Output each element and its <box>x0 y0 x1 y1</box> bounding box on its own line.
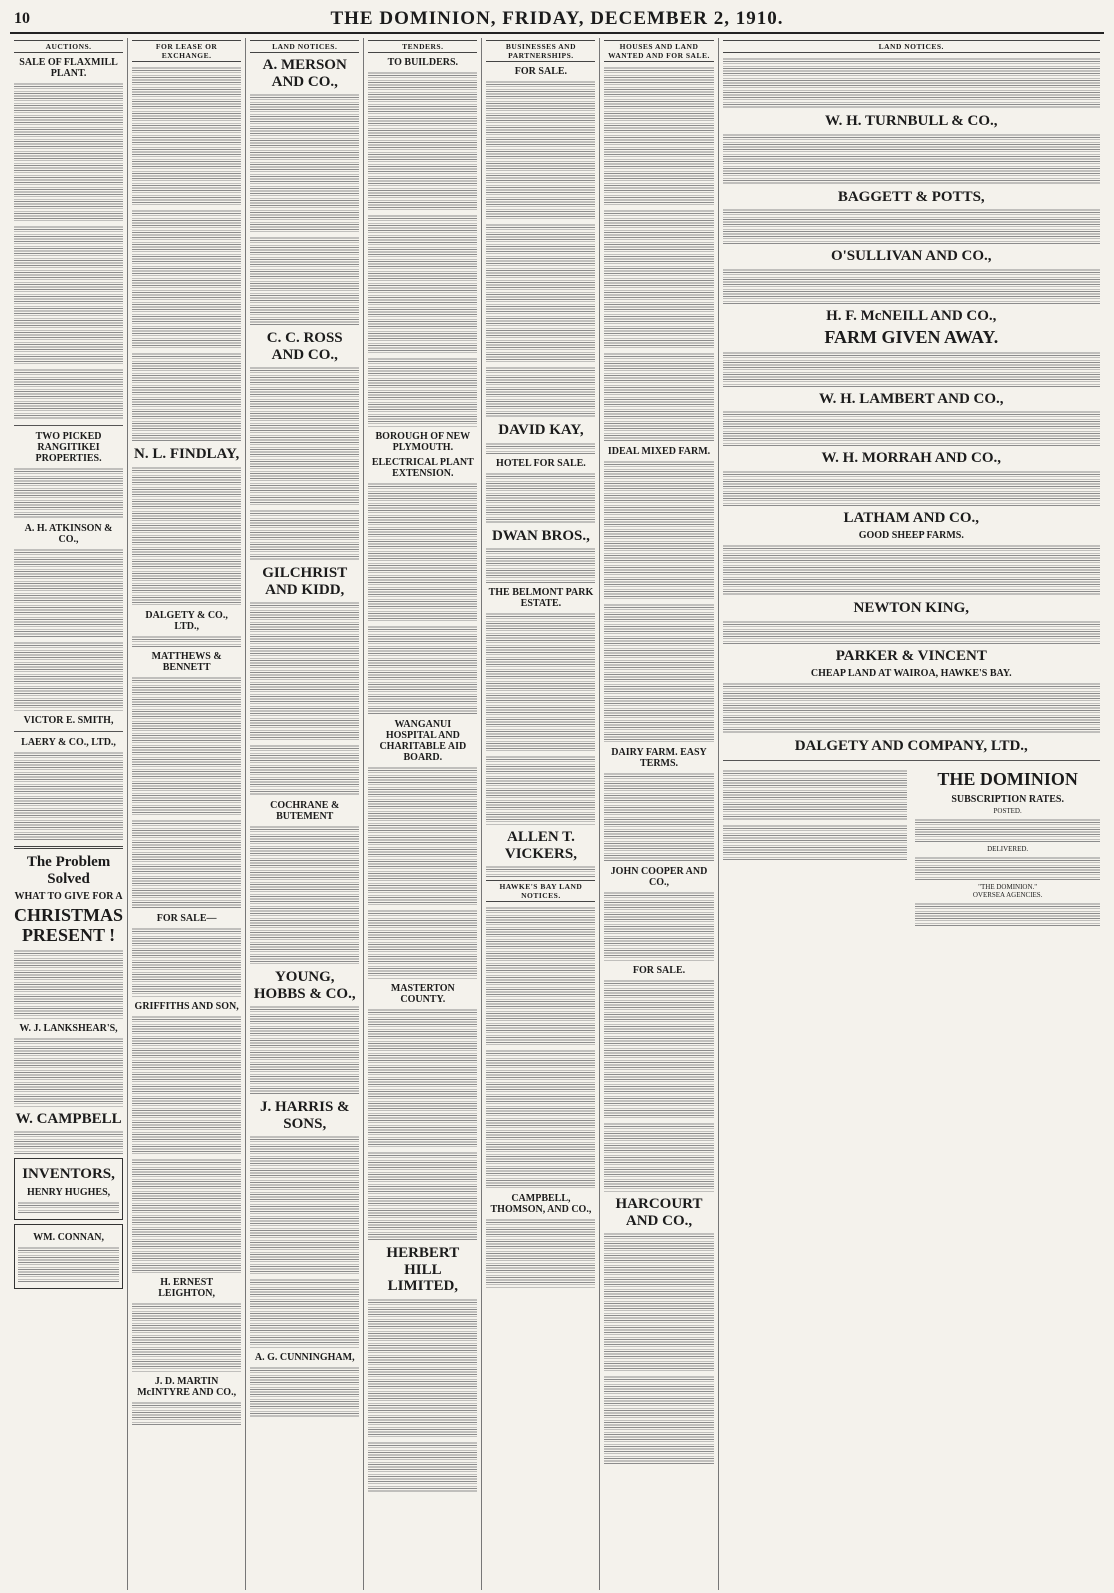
ad-text <box>132 209 241 349</box>
ad-text <box>915 856 1100 880</box>
ad-text <box>604 460 713 600</box>
section-header: LAND NOTICES. <box>250 40 359 53</box>
column-land-notices-right <box>719 38 1104 1590</box>
ad-text <box>723 133 1100 185</box>
ad-title: NEWTON KING, <box>853 600 970 617</box>
ad-text <box>604 891 713 961</box>
ad-text <box>14 1037 123 1107</box>
column-lease-exchange <box>128 38 246 1590</box>
ad-text <box>14 1130 123 1154</box>
ad-text <box>486 612 595 752</box>
ad-title: DALGETY AND COMPANY, LTD., <box>794 738 1028 755</box>
ad-text <box>250 1278 359 1348</box>
ad-title: LATHAM AND CO., <box>843 509 980 526</box>
ad-title: GOOD SHEEP FARMS. <box>858 530 964 542</box>
ad-title: W. H. MORRAH AND CO., <box>821 450 1001 467</box>
divider <box>14 731 123 732</box>
ad-text <box>250 601 359 741</box>
column-land-notices <box>246 38 364 1590</box>
ad-text <box>250 825 359 965</box>
masthead <box>10 8 1104 34</box>
ad-text <box>368 625 477 715</box>
ad-text <box>14 751 123 841</box>
ad-text <box>368 214 477 354</box>
ad-title: C. C. ROSS AND CO., <box>266 330 343 363</box>
newspaper-banner: THE DOMINION, FRIDAY, DECEMBER 2, 1910. <box>330 8 784 29</box>
ad-title: SUBSCRIPTION RATES. <box>951 793 1064 805</box>
ad-title: THE DOMINION <box>937 768 1078 789</box>
ad-title: HENRY HUGHES, <box>26 1186 111 1198</box>
ad-title: TO BUILDERS. <box>387 57 459 68</box>
ad-title: A. MERSON AND CO., <box>262 57 347 90</box>
columns <box>10 38 1104 1590</box>
ad-text <box>723 682 1100 734</box>
ad-text <box>915 818 1100 842</box>
divider <box>14 425 123 426</box>
ad-text <box>14 368 123 420</box>
ad-text <box>250 1366 359 1418</box>
ad-title: FOR SALE— <box>156 912 217 924</box>
ad-text <box>368 1151 477 1241</box>
ad-text <box>723 824 908 860</box>
ad-text <box>368 1298 477 1438</box>
ad-text <box>250 366 359 506</box>
ad-title: CAMPBELL, THOMSON, AND CO., <box>490 1193 592 1215</box>
ad-text <box>486 865 595 877</box>
ad-title: W. H. TURNBULL & CO., <box>825 113 998 129</box>
ad-text <box>132 66 241 206</box>
column-tenders <box>364 38 482 1590</box>
ad-title: FOR SALE. <box>514 66 568 77</box>
ad-text <box>250 744 359 796</box>
bottom-split <box>723 766 1100 929</box>
ad-title: W. H. LAMBERT AND CO., <box>819 390 1004 407</box>
ad-text <box>132 352 241 442</box>
ad-title: LAERY & CO., LTD., <box>21 737 116 748</box>
section-header: FOR LEASE OR EXCHANGE. <box>132 40 241 62</box>
section-header: AUCTIONS. <box>14 40 123 53</box>
ad-text <box>132 1401 241 1425</box>
ad-text <box>915 902 1100 926</box>
ad-text <box>604 979 713 1119</box>
ad-title: WHAT TO GIVE FOR A <box>14 891 123 902</box>
ad-text <box>132 1302 241 1372</box>
ad-text <box>723 268 1100 304</box>
ad-text <box>486 366 595 418</box>
ad-text <box>723 410 1100 446</box>
ad-title: PARKER & VINCENT <box>835 647 987 664</box>
section-header: LAND NOTICES. <box>723 40 1100 53</box>
section-header: HOUSES AND LAND WANTED AND FOR SALE. <box>604 40 713 62</box>
column-houses-land <box>600 38 718 1590</box>
divider <box>14 846 123 849</box>
column-auctions <box>10 38 128 1590</box>
ad-title: ALLEN T. VICKERS, <box>504 829 577 862</box>
page-number: 10 <box>14 10 30 27</box>
ad-text <box>368 1441 477 1493</box>
ad-title: N. L. FINDLAY, <box>134 446 240 462</box>
ad-text <box>604 603 713 743</box>
ad-text <box>132 1015 241 1155</box>
ad-text <box>723 769 908 821</box>
ad-title: H. F. McNEILL AND CO., <box>826 307 997 324</box>
ad-title: GILCHRIST AND KIDD, <box>262 565 348 598</box>
ad-text <box>723 351 1100 387</box>
ad-text <box>132 466 241 606</box>
ad-text <box>14 467 123 519</box>
ad-text <box>18 1201 119 1213</box>
ad-title: The Problem Solved <box>26 854 111 887</box>
ad-text <box>723 470 1100 506</box>
ad-text <box>604 352 713 442</box>
ad-title: W. CAMPBELL <box>15 1110 122 1127</box>
ad-text <box>250 236 359 326</box>
ad-text <box>132 1158 241 1273</box>
rates-subheader: DELIVERED. <box>987 844 1029 853</box>
ad-text <box>368 766 477 906</box>
bottom-right <box>915 766 1100 929</box>
ad-title: DWAN BROS., <box>491 527 590 544</box>
ad-title: O'SULLIVAN AND CO., <box>830 248 992 264</box>
ad-text <box>368 482 477 622</box>
ad-text <box>486 1049 595 1189</box>
ad-text <box>132 676 241 816</box>
ad-text <box>604 66 713 206</box>
ad-title: MASTERTON COUNTY. <box>390 983 455 1005</box>
ad-text <box>14 548 123 638</box>
ad-text <box>486 906 595 1046</box>
ad-text <box>604 1122 713 1192</box>
ad-title: DAIRY FARM. EASY TERMS. <box>611 747 707 769</box>
ad-title: SALE OF FLAXMILL PLANT. <box>19 57 118 79</box>
ad-title: CHRISTMAS PRESENT ! <box>14 905 124 945</box>
section-header: HAWKE'S BAY LAND NOTICES. <box>486 880 595 902</box>
ad-title: H. ERNEST LEIGHTON, <box>158 1276 216 1299</box>
column-businesses <box>482 38 600 1590</box>
ad-text <box>486 442 595 454</box>
ad-title: HOTEL FOR SALE. <box>496 457 586 469</box>
ad-title: COCHRANE & BUTEMENT <box>270 800 340 822</box>
ad-title: W. J. LANKSHEAR'S, <box>19 1022 118 1034</box>
ad-text <box>14 82 123 222</box>
ad-text <box>723 208 1100 244</box>
ad-title: WM. CONNAN, <box>33 1231 104 1243</box>
ad-title: YOUNG, HOBBS & CO., <box>253 969 356 1002</box>
ad-title: A. G. CUNNINGHAM, <box>254 1352 355 1363</box>
ad-title: FARM GIVEN AWAY. <box>824 327 999 347</box>
ad-text <box>250 93 359 233</box>
ad-text <box>14 949 123 1019</box>
ad-text <box>486 80 595 220</box>
ad-text <box>604 772 713 862</box>
ad-title: TWO PICKED RANGITIKEI PROPERTIES. <box>35 431 102 464</box>
ad-text <box>486 755 595 825</box>
ad-title: A. H. ATKINSON & CO., <box>24 523 113 545</box>
ad-title: IDEAL MIXED FARM. <box>607 446 711 457</box>
ad-text <box>250 509 359 561</box>
ad-title: DAVID KAY, <box>498 422 584 438</box>
ad-text <box>723 620 1100 644</box>
ad-text <box>132 635 241 647</box>
rates-subheader: "THE DOMINION." <box>978 882 1038 891</box>
ad-title: CHEAP LAND AT WAIROA, HAWKE'S BAY. <box>810 668 1012 680</box>
ad-text <box>368 909 477 979</box>
ad-text <box>723 544 1100 596</box>
ad-title: GRIFFITHS AND SON, <box>134 1000 239 1012</box>
rates-subheader: OVERSEA AGENCIES. <box>972 890 1043 899</box>
ad-title: HARCOURT AND CO., <box>615 1196 703 1229</box>
ad-title: DALGETY & CO., LTD., <box>145 609 228 632</box>
ad-text <box>486 223 595 363</box>
ad-text <box>368 71 477 211</box>
ad-box <box>14 1224 123 1289</box>
ad-box <box>14 1158 123 1220</box>
ad-text <box>132 927 241 997</box>
ad-text <box>250 1135 359 1275</box>
section-header: TENDERS. <box>368 40 477 53</box>
bottom-left <box>723 766 908 929</box>
ad-text <box>368 357 477 427</box>
section-header: BUSINESSES AND PARTNERSHIPS. <box>486 40 595 62</box>
ad-title: THE BELMONT PARK ESTATE. <box>488 587 594 609</box>
divider <box>723 760 1100 761</box>
ad-title: J. D. MARTIN McINTYRE AND CO., <box>137 1375 237 1398</box>
ad-text <box>368 1008 477 1148</box>
ad-text <box>486 1218 595 1288</box>
ad-title: BAGGETT & POTTS, <box>837 188 985 205</box>
ad-text <box>14 641 123 711</box>
ad-text <box>604 209 713 349</box>
ad-text <box>18 1246 119 1282</box>
ad-text <box>604 1232 713 1372</box>
ad-title: FOR SALE. <box>632 965 686 976</box>
ad-text <box>250 1005 359 1095</box>
ad-title: MATTHEWS & BENNETT <box>151 650 222 673</box>
ad-text <box>14 225 123 365</box>
ad-text <box>604 1375 713 1465</box>
ad-text <box>723 57 1100 109</box>
ad-title: BOROUGH OF NEW PLYMOUTH. <box>375 431 471 453</box>
ad-title: WANGANUI HOSPITAL AND CHARITABLE AID BOARD. <box>379 719 467 763</box>
ad-text <box>132 819 241 909</box>
ad-title: HERBERT HILL LIMITED, <box>386 1245 460 1294</box>
rates-subheader: POSTED. <box>993 806 1022 815</box>
ad-title: VICTOR E. SMITH, <box>23 715 114 726</box>
ad-title: INVENTORS, <box>22 1166 115 1183</box>
ad-text <box>486 547 595 583</box>
ad-title: ELECTRICAL PLANT EXTENSION. <box>371 457 474 479</box>
ad-text <box>486 472 595 524</box>
ad-title: J. HARRIS & SONS, <box>259 1099 350 1132</box>
ad-title: JOHN COOPER AND CO., <box>610 866 708 888</box>
